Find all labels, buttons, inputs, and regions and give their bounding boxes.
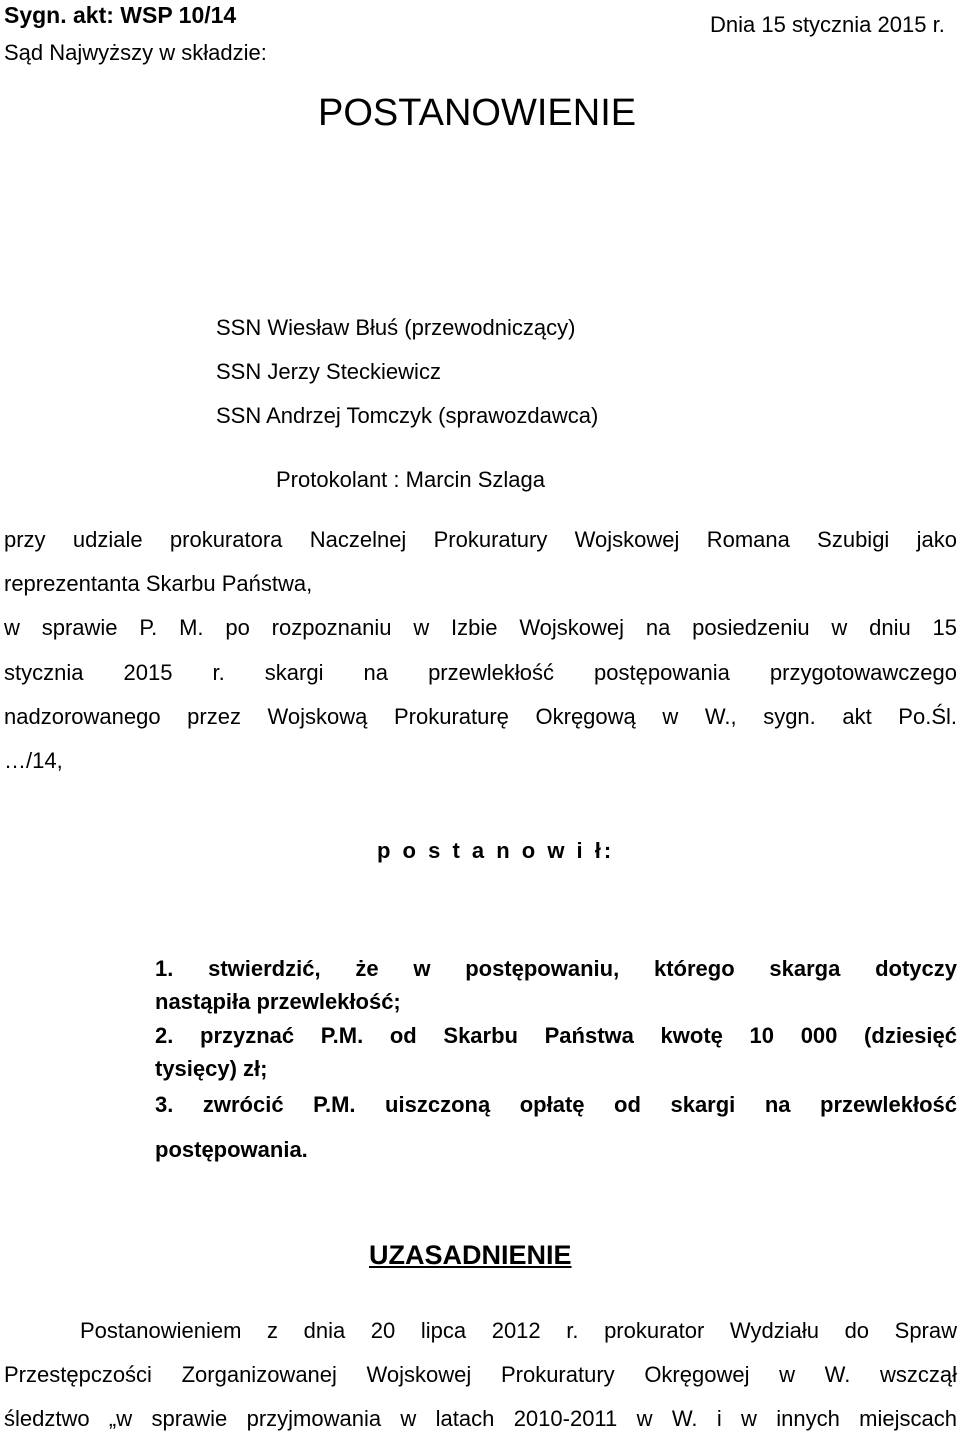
ruling-line: 3. zwrócić P.M. uiszczoną opłatę od skargi na przewlekłość xyxy=(155,1092,957,1117)
body-line: nadzorowanego przez Wojskową Prokuraturę Okręgową w W., sygn. akt Po.Śl. xyxy=(4,704,957,729)
body-line: przy udziale prokuratora Naczelnej Prokuratury Wojskowej Romana Szubigi jako xyxy=(4,527,957,552)
document-title: POSTANOWIENIE xyxy=(318,92,637,134)
ruling-line: nastąpiła przewlekłość; xyxy=(155,989,401,1014)
judge-line: SSN Wiesław Błuś (przewodniczący) xyxy=(216,315,576,340)
case-signature: Sygn. akt: WSP 10/14 xyxy=(4,2,237,28)
protokolant-line: Protokolant : Marcin Szlaga xyxy=(276,467,546,492)
judges-list xyxy=(216,306,598,438)
ruling-line: 2. przyznać P.M. od Skarbu Państwa kwotę 10 000 (dziesięć xyxy=(155,1023,957,1048)
judge-line: SSN Jerzy Steckiewicz xyxy=(216,359,441,384)
judge-line: SSN Andrzej Tomczyk (sprawozdawca) xyxy=(216,403,599,428)
body-line: reprezentanta Skarbu Państwa, xyxy=(4,571,313,596)
ruling-line: postępowania. xyxy=(155,1137,308,1162)
ruling-line: 1. stwierdzić, że w postępowaniu, którego skarga dotyczy xyxy=(155,956,957,981)
court-composition-label: Sąd Najwyższy w składzie: xyxy=(4,40,267,65)
justification-line: śledztwo „w sprawie przyjmowania w latach 2010-2011 w W. i w innych miejscach xyxy=(4,1406,957,1431)
decision-date: Dnia 15 stycznia 2015 r. xyxy=(710,12,945,37)
justification-heading: UZASADNIENIE xyxy=(369,1240,572,1270)
body-line: …/14, xyxy=(4,748,63,773)
justification-line: Przestępczości Zorganizowanej Wojskowej Prokuratury Okręgowej w W. wszczął xyxy=(4,1362,957,1387)
body-line: w sprawie P. M. po rozpoznaniu w Izbie Wojskowej na posiedzeniu w dniu 15 xyxy=(4,615,957,640)
body-line: stycznia 2015 r. skargi na przewlekłość postępowania przygotowawczego xyxy=(4,660,957,685)
ruling-line: tysięcy) zł; xyxy=(155,1056,268,1081)
decision-heading: p o s t a n o w i ł: xyxy=(377,838,615,863)
justification-line: Postanowieniem z dnia 20 lipca 2012 r. prokurator Wydziału do Spraw xyxy=(80,1318,957,1343)
